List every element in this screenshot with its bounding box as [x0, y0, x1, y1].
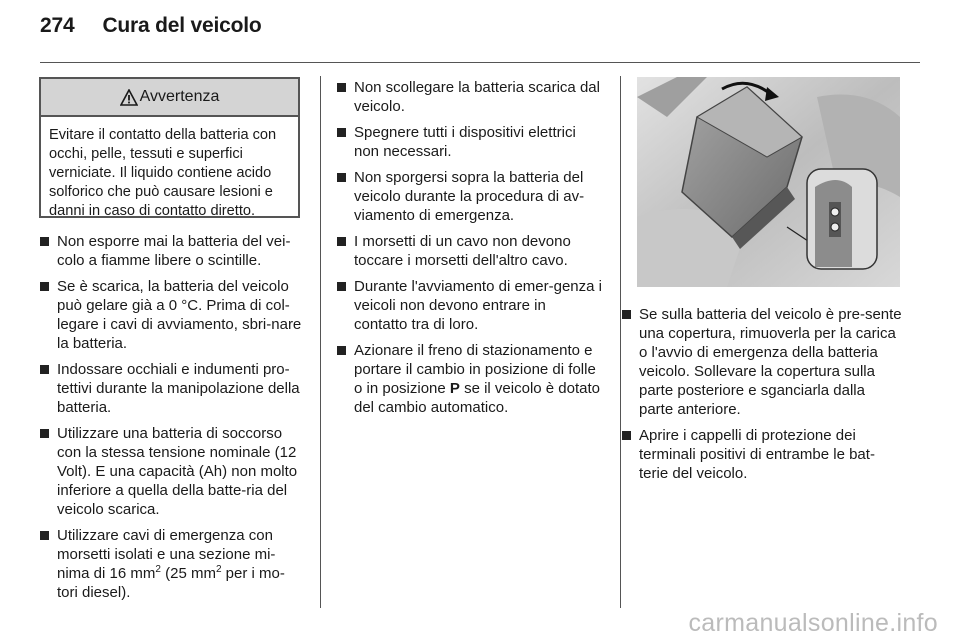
bullet-square-icon	[40, 282, 49, 291]
list-item: Non sporgersi sopra la batteria del veicolo durante la procedura di av-viamento di emergenza.	[337, 168, 603, 225]
list-item: I morsetti di un cavo non devono toccare i morsetti dell'altro cavo.	[337, 232, 603, 270]
bullet-list-column-2	[337, 78, 603, 424]
list-item: Se è scarica, la batteria del veicolo può gelare già a 0 °C. Prima di col-legare i cavi di avviamento, sbri-nare la batteria.	[40, 277, 304, 353]
bullet-square-icon	[622, 431, 631, 440]
list-item: Durante l'avviamento di emer-genza i veicoli non devono entrare in contatto tra di loro.	[337, 277, 603, 334]
list-item: Azionare il freno di stazionamento e portare il cambio in posizione di folle o in posizione P se il veicolo è dotato del cambio automatico.	[337, 341, 603, 417]
bullet-square-icon	[337, 237, 346, 246]
warning-header	[41, 79, 298, 117]
page-number: 274	[40, 14, 75, 37]
list-item: Indossare occhiali e indumenti pro-tettivi durante la manipolazione della batteria.	[40, 360, 304, 417]
column-divider	[320, 76, 321, 608]
bullet-square-icon	[337, 282, 346, 291]
warning-box	[39, 77, 300, 218]
column-divider	[620, 76, 621, 608]
bullet-square-icon	[337, 83, 346, 92]
list-item: Non scollegare la batteria scarica dal veicolo.	[337, 78, 603, 116]
bullet-square-icon	[40, 237, 49, 246]
bullet-square-icon	[337, 128, 346, 137]
list-item: Utilizzare cavi di emergenza con morsetti isolati e una sezione mi-nima di 16 $mm^2$ (25 $mm^2$ per i mo-tori diesel).	[40, 526, 304, 602]
header-rule	[40, 62, 920, 63]
list-item: Se sulla batteria del veicolo è pre-sente una copertura, rimuoverla per la carica o l'avvio di emergenza della batteria veicolo. Sollevare la copertura sulla parte posteriore e sganciarla dalla parte anteriore.	[622, 305, 902, 419]
list-item: Utilizzare una batteria di soccorso con la stessa tensione nominale (12 Volt). E una capacità (Ah) non molto inferiore a quella della batte-ria del veicolo scarica.	[40, 424, 304, 519]
page-header	[40, 14, 261, 54]
battery-cover-photo-icon	[637, 77, 900, 287]
bullet-square-icon	[337, 346, 346, 355]
battery-cover-figure	[637, 77, 900, 287]
warning-title: Avvertenza	[139, 88, 220, 105]
list-item: Spegnere tutti i dispositivi elettrici non necessari.	[337, 123, 603, 161]
bullet-list-column-1	[40, 232, 304, 609]
warning-text: Evitare il contatto della batteria con occhi, pelle, tessuti e superfici verniciate. Il liquido contiene acido solforico che può causare lesioni e danni in caso di contatto diretto.	[49, 127, 277, 219]
bullet-square-icon	[337, 173, 346, 182]
list-item: Aprire i cappelli di protezione dei terminali positivi di entrambe le bat-terie del veicolo.	[622, 426, 902, 483]
page-title: Cura del veicolo	[102, 14, 262, 37]
bullet-list-column-3	[622, 305, 902, 490]
bullet-square-icon	[40, 531, 49, 540]
bullet-square-icon	[40, 365, 49, 374]
bullet-square-icon	[40, 429, 49, 438]
watermark-text: carmanualsonline.info	[688, 609, 938, 637]
list-item: Non esporre mai la batteria del vei-colo a fiamme libere o scintille.	[40, 232, 304, 270]
bullet-square-icon	[622, 310, 631, 319]
warning-triangle-icon	[120, 89, 138, 106]
